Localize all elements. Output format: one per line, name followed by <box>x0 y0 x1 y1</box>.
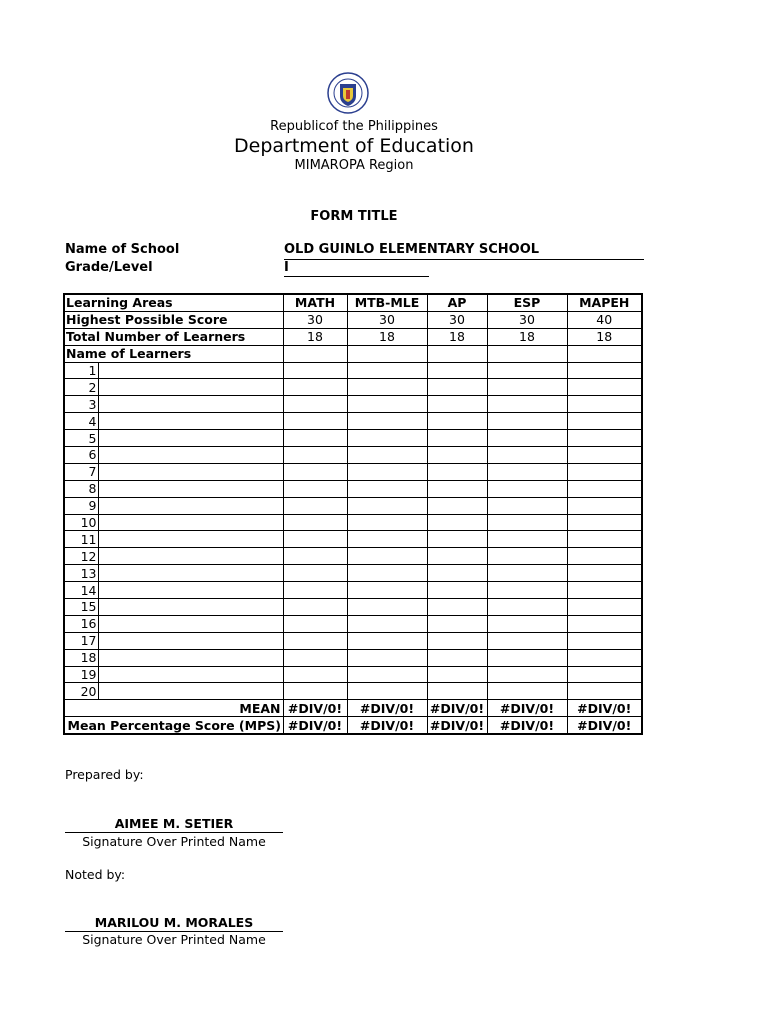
grade-level-label: Grade/Level <box>65 260 153 275</box>
score-cell[interactable] <box>427 480 487 497</box>
score-cell[interactable] <box>567 497 642 514</box>
score-cell[interactable] <box>347 497 427 514</box>
score-cell[interactable] <box>347 362 427 379</box>
score-cell[interactable] <box>347 683 427 700</box>
subject-header: MATH <box>283 294 347 311</box>
mean-cell: #DIV/0! <box>487 700 567 717</box>
mean-cell: #DIV/0! <box>347 700 427 717</box>
score-cell[interactable] <box>567 396 642 413</box>
learner-number: 12 <box>64 548 98 565</box>
learner-number: 10 <box>64 514 98 531</box>
score-cell[interactable] <box>283 362 347 379</box>
score-cell[interactable] <box>487 447 567 464</box>
score-cell[interactable] <box>283 430 347 447</box>
form-title: FORM TITLE <box>310 209 398 224</box>
mean-cell: #DIV/0! <box>567 700 642 717</box>
score-cell[interactable] <box>283 447 347 464</box>
subject-header: MTB-MLE <box>347 294 427 311</box>
subject-header: AP <box>427 294 487 311</box>
score-cell[interactable] <box>427 615 487 632</box>
learner-row <box>64 463 642 480</box>
score-cell[interactable] <box>567 666 642 683</box>
total-learners-row <box>64 328 642 345</box>
grade-level-underline <box>284 276 429 277</box>
learner-name-cell[interactable] <box>98 447 283 464</box>
score-cell[interactable] <box>427 413 487 430</box>
results-table <box>63 293 643 735</box>
subject-header: ESP <box>487 294 567 311</box>
score-cell[interactable] <box>347 379 427 396</box>
total-cell: 18 <box>487 328 567 345</box>
score-cell[interactable] <box>567 565 642 582</box>
learner-row <box>64 396 642 413</box>
score-cell[interactable] <box>347 413 427 430</box>
score-cell[interactable] <box>283 649 347 666</box>
learner-row <box>64 683 642 700</box>
prepared-signature-caption: Signature Over Printed Name <box>82 834 266 849</box>
score-cell[interactable] <box>283 413 347 430</box>
score-cell[interactable] <box>347 632 427 649</box>
score-cell[interactable] <box>567 683 642 700</box>
score-cell[interactable] <box>427 683 487 700</box>
department-title: Department of Education <box>234 135 474 157</box>
learner-name-cell[interactable] <box>98 599 283 616</box>
noted-by-name: MARILOU M. MORALES <box>94 915 254 930</box>
score-cell[interactable] <box>487 396 567 413</box>
score-cell[interactable] <box>427 548 487 565</box>
mean-row <box>64 700 642 717</box>
score-cell[interactable] <box>427 379 487 396</box>
score-cell[interactable] <box>567 582 642 599</box>
learner-number: 8 <box>64 480 98 497</box>
score-cell[interactable] <box>427 362 487 379</box>
learner-number: 14 <box>64 582 98 599</box>
learner-name-cell[interactable] <box>98 396 283 413</box>
learner-number: 6 <box>64 447 98 464</box>
learner-row <box>64 514 642 531</box>
score-cell[interactable] <box>427 447 487 464</box>
score-cell[interactable] <box>487 531 567 548</box>
mps-label: Mean Percentage Score (MPS) <box>64 717 283 734</box>
learner-name-cell[interactable] <box>98 632 283 649</box>
score-cell[interactable] <box>283 396 347 413</box>
learner-number: 19 <box>64 666 98 683</box>
score-cell[interactable] <box>567 463 642 480</box>
subject-header: MAPEH <box>567 294 642 311</box>
learner-row <box>64 430 642 447</box>
learner-row <box>64 666 642 683</box>
total-cell: 18 <box>427 328 487 345</box>
score-cell[interactable] <box>283 497 347 514</box>
score-cell[interactable] <box>487 666 567 683</box>
score-cell[interactable] <box>427 396 487 413</box>
learner-row <box>64 497 642 514</box>
mps-row <box>64 717 642 734</box>
score-cell[interactable] <box>567 599 642 616</box>
learner-row <box>64 379 642 396</box>
score-cell[interactable] <box>567 649 642 666</box>
score-cell[interactable] <box>567 413 642 430</box>
learner-row <box>64 649 642 666</box>
score-cell[interactable] <box>347 514 427 531</box>
highest-possible-score-row <box>64 311 642 328</box>
score-cell[interactable] <box>283 683 347 700</box>
score-cell[interactable] <box>283 531 347 548</box>
learner-row <box>64 548 642 565</box>
total-cell: 18 <box>347 328 427 345</box>
noted-by-label: Noted by: <box>65 867 126 882</box>
republic-text: Republicof the Philippines <box>270 119 438 134</box>
learner-number: 9 <box>64 497 98 514</box>
score-cell[interactable] <box>347 615 427 632</box>
score-cell[interactable] <box>567 447 642 464</box>
hps-cell: 30 <box>347 311 427 328</box>
learner-row <box>64 531 642 548</box>
learning-areas-row <box>64 294 642 311</box>
learner-number: 5 <box>64 430 98 447</box>
prepared-signature-line <box>65 832 283 833</box>
prepared-by-name: AIMEE M. SETIER <box>114 816 234 831</box>
hps-cell: 30 <box>283 311 347 328</box>
mean-label: MEAN <box>64 700 283 717</box>
score-cell[interactable] <box>427 497 487 514</box>
name-of-learners-row <box>64 345 642 362</box>
learner-name-cell[interactable] <box>98 565 283 582</box>
total-cell: 18 <box>283 328 347 345</box>
score-cell[interactable] <box>427 632 487 649</box>
learner-name-cell[interactable] <box>98 413 283 430</box>
score-cell[interactable] <box>427 565 487 582</box>
learner-name-cell[interactable] <box>98 430 283 447</box>
mps-cell: #DIV/0! <box>487 717 567 734</box>
learner-name-cell[interactable] <box>98 514 283 531</box>
score-cell[interactable] <box>487 582 567 599</box>
score-cell[interactable] <box>283 599 347 616</box>
score-cell[interactable] <box>487 430 567 447</box>
learner-name-cell[interactable] <box>98 379 283 396</box>
score-cell[interactable] <box>347 582 427 599</box>
score-cell[interactable] <box>347 666 427 683</box>
learner-row <box>64 599 642 616</box>
learner-row <box>64 582 642 599</box>
score-cell[interactable] <box>283 666 347 683</box>
score-cell[interactable] <box>567 531 642 548</box>
school-name-label: Name of School <box>65 242 180 257</box>
score-cell[interactable] <box>487 379 567 396</box>
total-cell: 18 <box>567 328 642 345</box>
score-cell[interactable] <box>347 396 427 413</box>
learner-row <box>64 565 642 582</box>
score-cell[interactable] <box>487 615 567 632</box>
score-cell[interactable] <box>487 683 567 700</box>
hps-cell: 30 <box>487 311 567 328</box>
score-cell[interactable] <box>283 565 347 582</box>
score-cell[interactable] <box>283 548 347 565</box>
score-cell[interactable] <box>347 480 427 497</box>
score-cell[interactable] <box>567 480 642 497</box>
prepared-by-label: Prepared by: <box>65 767 144 782</box>
score-cell[interactable] <box>567 362 642 379</box>
learner-number: 15 <box>64 599 98 616</box>
mean-cell: #DIV/0! <box>427 700 487 717</box>
learner-number: 4 <box>64 413 98 430</box>
learner-name-cell[interactable] <box>98 548 283 565</box>
score-cell[interactable] <box>347 565 427 582</box>
score-cell[interactable] <box>347 447 427 464</box>
score-cell[interactable] <box>567 514 642 531</box>
hps-label: Highest Possible Score <box>64 311 283 328</box>
learner-name-cell[interactable] <box>98 480 283 497</box>
learner-row <box>64 447 642 464</box>
mps-cell: #DIV/0! <box>283 717 347 734</box>
learner-name-cell[interactable] <box>98 666 283 683</box>
score-cell[interactable] <box>487 362 567 379</box>
score-cell[interactable] <box>347 599 427 616</box>
score-cell[interactable] <box>347 430 427 447</box>
learner-number: 2 <box>64 379 98 396</box>
learner-name-cell[interactable] <box>98 683 283 700</box>
noted-signature-caption: Signature Over Printed Name <box>82 932 266 947</box>
score-cell[interactable] <box>567 379 642 396</box>
score-cell[interactable] <box>427 599 487 616</box>
score-cell[interactable] <box>283 379 347 396</box>
score-cell[interactable] <box>487 463 567 480</box>
learner-name-cell[interactable] <box>98 463 283 480</box>
learner-number: 7 <box>64 463 98 480</box>
score-cell[interactable] <box>427 666 487 683</box>
hps-cell: 40 <box>567 311 642 328</box>
mps-cell: #DIV/0! <box>347 717 427 734</box>
learner-name-cell[interactable] <box>98 582 283 599</box>
score-cell[interactable] <box>283 463 347 480</box>
score-cell[interactable] <box>427 430 487 447</box>
score-cell[interactable] <box>567 430 642 447</box>
score-cell[interactable] <box>347 649 427 666</box>
grade-level-value: I <box>284 260 289 275</box>
mps-cell: #DIV/0! <box>427 717 487 734</box>
learner-number: 11 <box>64 531 98 548</box>
learning-areas-label: Learning Areas <box>64 294 283 311</box>
score-cell[interactable] <box>283 615 347 632</box>
score-cell[interactable] <box>347 548 427 565</box>
learner-number: 18 <box>64 649 98 666</box>
school-name-underline <box>284 259 644 260</box>
score-cell[interactable] <box>567 548 642 565</box>
learner-name-cell[interactable] <box>98 531 283 548</box>
learner-row <box>64 615 642 632</box>
mps-cell: #DIV/0! <box>567 717 642 734</box>
score-cell[interactable] <box>567 632 642 649</box>
score-cell[interactable] <box>487 497 567 514</box>
learner-row <box>64 362 642 379</box>
score-cell[interactable] <box>487 649 567 666</box>
score-cell[interactable] <box>487 565 567 582</box>
score-cell[interactable] <box>427 514 487 531</box>
name-of-learners-label: Name of Learners <box>64 345 283 362</box>
learner-row <box>64 480 642 497</box>
score-cell[interactable] <box>487 413 567 430</box>
score-cell[interactable] <box>487 548 567 565</box>
score-cell[interactable] <box>567 615 642 632</box>
region-text: MIMAROPA Region <box>294 158 414 173</box>
score-cell[interactable] <box>283 632 347 649</box>
total-learners-label: Total Number of Learners <box>64 328 283 345</box>
score-cell[interactable] <box>427 531 487 548</box>
hps-cell: 30 <box>427 311 487 328</box>
score-cell[interactable] <box>487 480 567 497</box>
learner-number: 20 <box>64 683 98 700</box>
score-cell[interactable] <box>283 582 347 599</box>
score-cell[interactable] <box>347 463 427 480</box>
school-name-value: OLD GUINLO ELEMENTARY SCHOOL <box>284 242 540 257</box>
score-cell[interactable] <box>427 463 487 480</box>
learner-name-cell[interactable] <box>98 362 283 379</box>
score-cell[interactable] <box>427 649 487 666</box>
learner-number: 13 <box>64 565 98 582</box>
score-cell[interactable] <box>283 514 347 531</box>
score-cell[interactable] <box>427 582 487 599</box>
learner-row <box>64 413 642 430</box>
mean-cell: #DIV/0! <box>283 700 347 717</box>
learner-number: 1 <box>64 362 98 379</box>
score-cell[interactable] <box>487 514 567 531</box>
score-cell[interactable] <box>487 599 567 616</box>
learner-number: 3 <box>64 396 98 413</box>
learner-number: 16 <box>64 615 98 632</box>
score-cell[interactable] <box>487 632 567 649</box>
learner-name-cell[interactable] <box>98 649 283 666</box>
learner-row <box>64 632 642 649</box>
deped-seal-logo <box>327 72 369 114</box>
learner-name-cell[interactable] <box>98 615 283 632</box>
score-cell[interactable] <box>283 480 347 497</box>
score-cell[interactable] <box>347 531 427 548</box>
learner-name-cell[interactable] <box>98 497 283 514</box>
learner-number: 17 <box>64 632 98 649</box>
